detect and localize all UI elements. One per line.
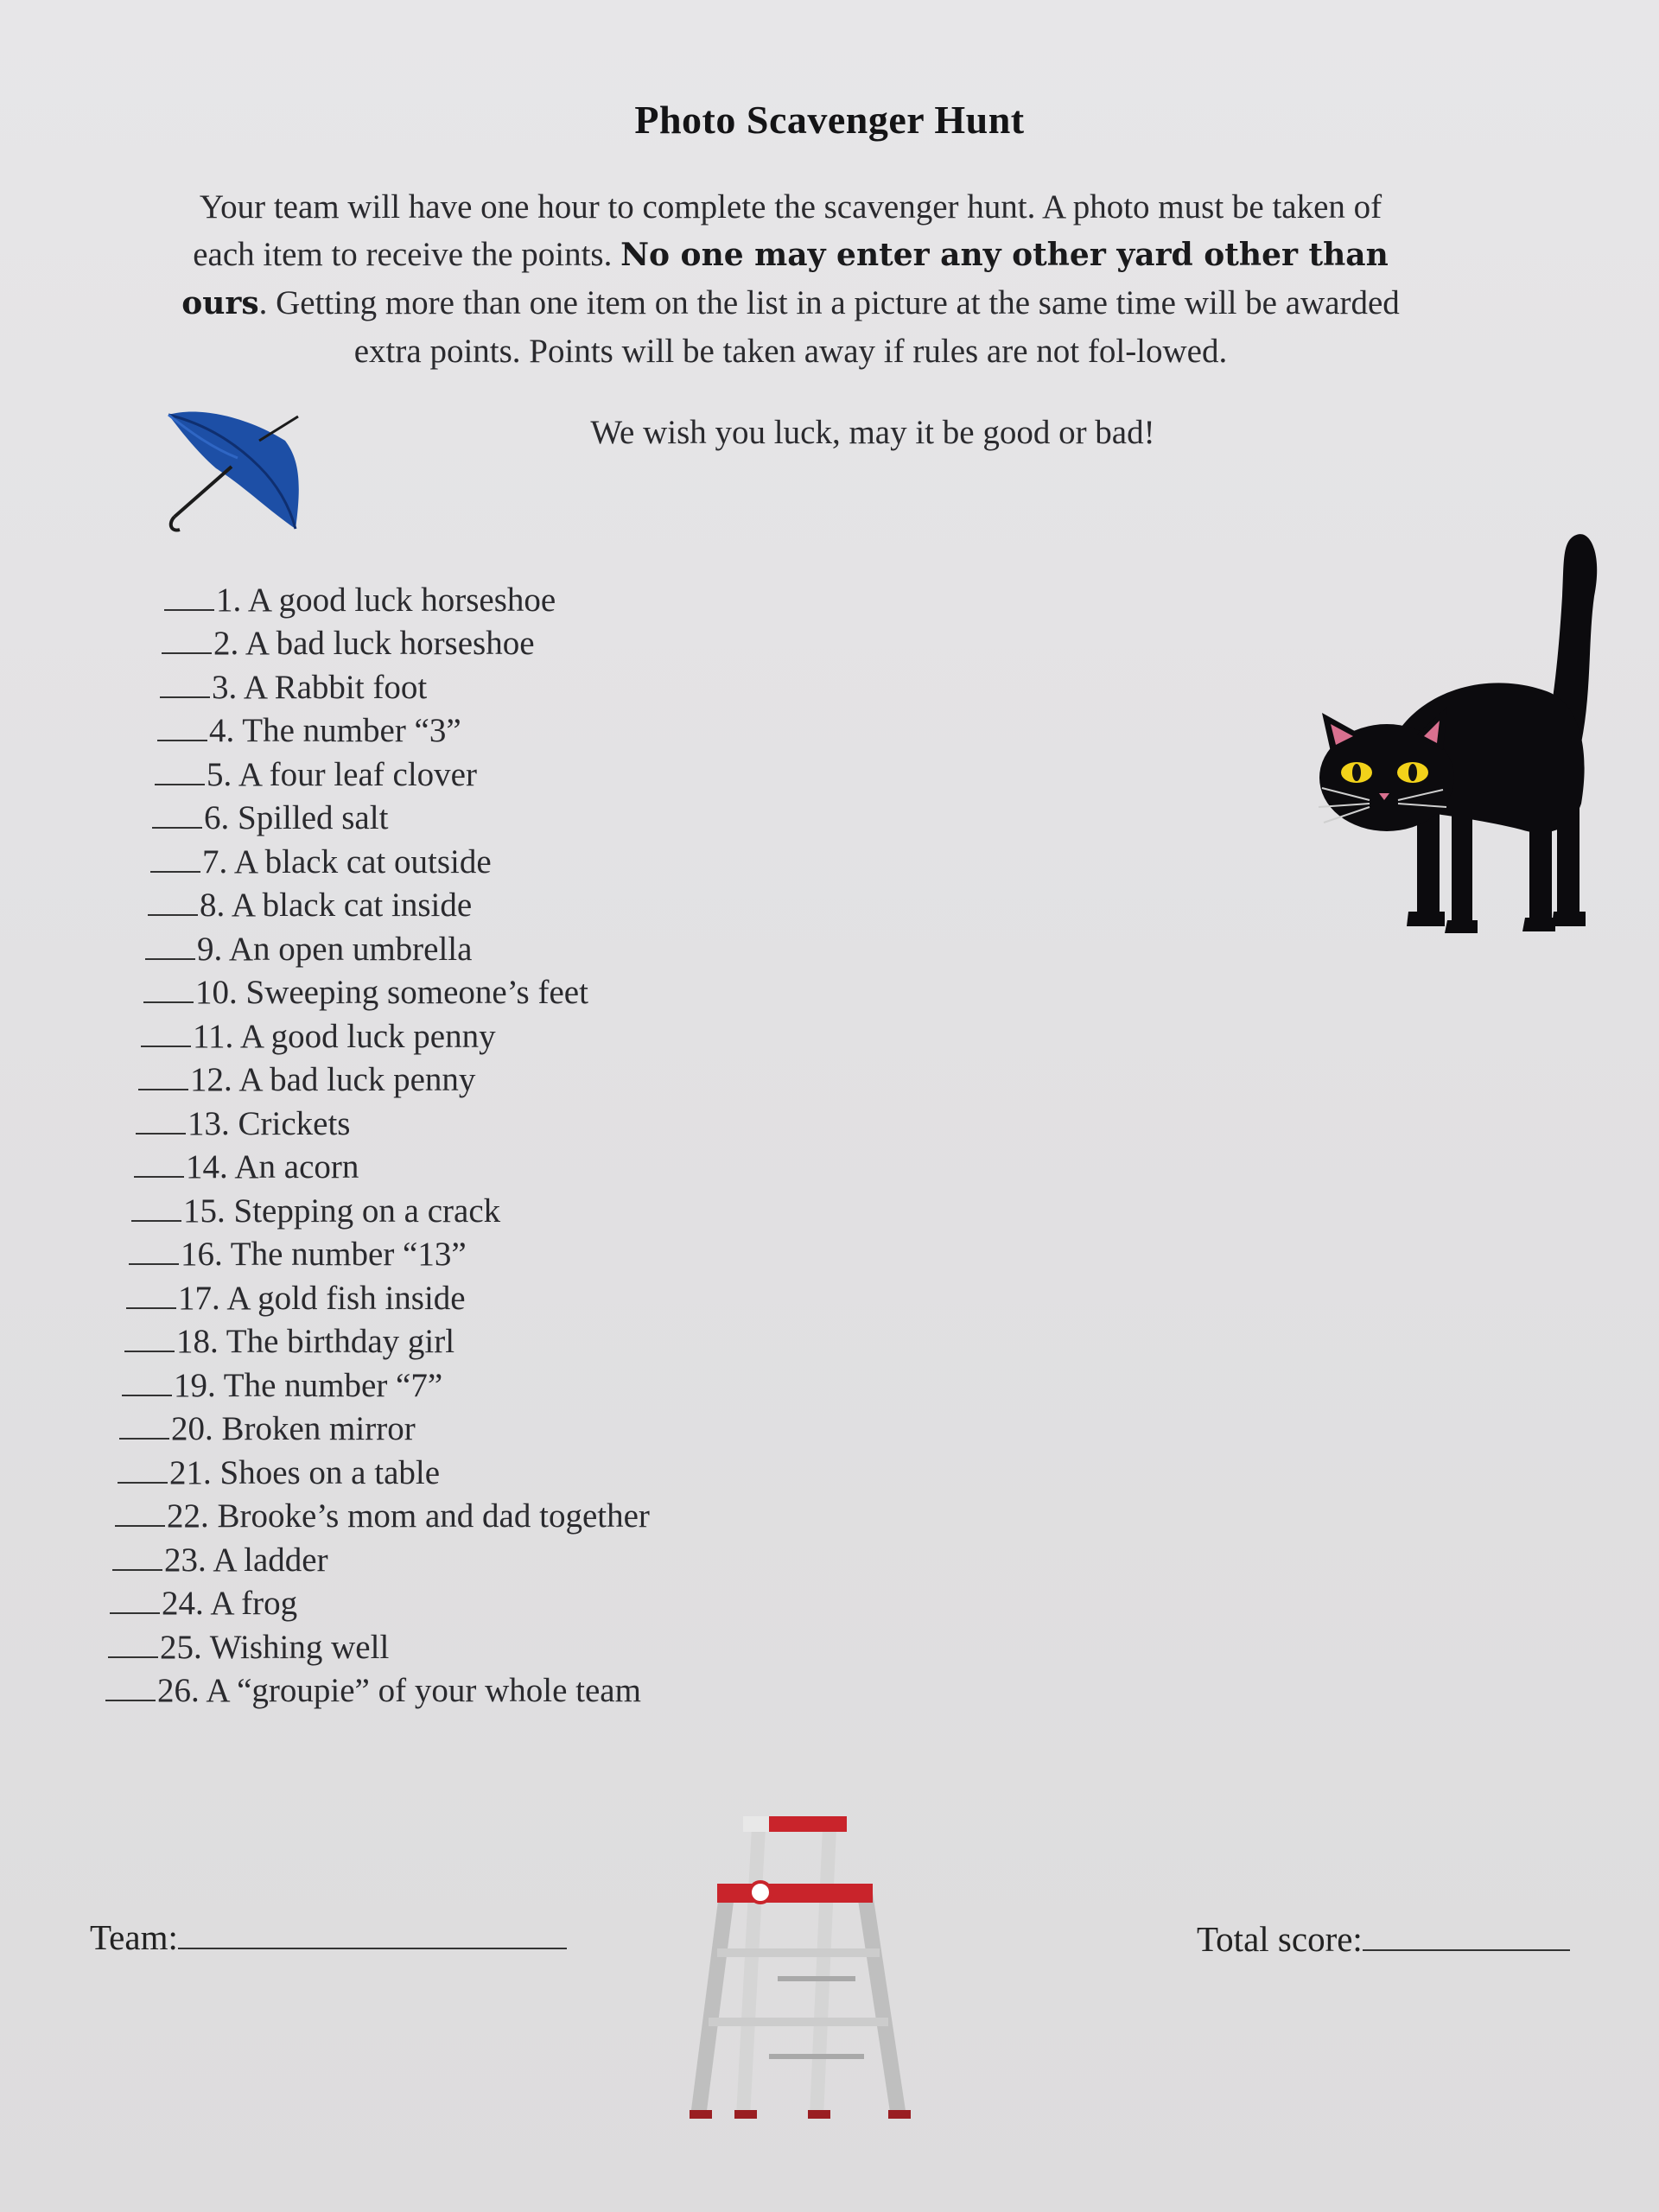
checklist-item: [105, 1671, 641, 1710]
check-blank: [129, 1262, 179, 1265]
wish-line: We wish you luck, may it be good or bad!: [590, 414, 1155, 451]
checklist-item-label: 8. A black cat inside: [200, 887, 473, 924]
checklist-item: [150, 842, 492, 881]
total-score-label: Total score:: [1197, 1919, 1363, 1959]
checklist-item: [112, 1541, 328, 1580]
ladder-icon: [683, 1806, 925, 2126]
check-blank: [148, 913, 198, 916]
checklist-item-label: 12. A bad luck penny: [190, 1061, 476, 1098]
checklist-item-label: 5. A four leaf clover: [207, 756, 477, 793]
total-score-field: [1197, 1918, 1570, 1960]
check-blank: [108, 1656, 158, 1658]
checklist-item: [119, 1409, 416, 1448]
check-blank: [131, 1219, 181, 1222]
check-blank: [136, 1132, 186, 1135]
total-score-blank: [1363, 1948, 1570, 1951]
checklist-item: [155, 755, 477, 794]
checklist-item-label: 13. Crickets: [188, 1105, 351, 1142]
check-blank: [126, 1306, 176, 1309]
checklist-item: [134, 1147, 359, 1186]
check-blank: [157, 739, 207, 741]
checklist-item-label: 23. A ladder: [164, 1541, 328, 1579]
check-blank: [164, 608, 214, 611]
checklist-item-label: 25. Wishing well: [160, 1629, 390, 1666]
checklist-item-label: 11. A good luck penny: [193, 1018, 496, 1055]
checklist-item-label: 21. Shoes on a table: [169, 1454, 441, 1491]
check-blank: [160, 696, 210, 698]
checklist-item-label: 16. The number “13”: [181, 1236, 467, 1273]
black-cat-icon: [1287, 518, 1599, 950]
intro-text-2: . Getting more than one item on the list in a picture at the same time will be awarded extra points. Points will be taken away if rules are not fol-lowed.: [258, 284, 1400, 370]
check-blank: [150, 870, 200, 873]
checklist-item: [118, 1453, 440, 1492]
checklist-item-label: 15. Stepping on a crack: [183, 1192, 501, 1230]
checklist-item: [108, 1628, 389, 1667]
check-blank: [152, 826, 202, 829]
checklist-item-label: 17. A gold fish inside: [178, 1280, 466, 1317]
checklist-item-label: 24. A frog: [162, 1585, 298, 1622]
checklist-item-label: 7. A black cat outside: [202, 843, 492, 880]
checklist-item: [141, 1017, 496, 1056]
team-blank: [178, 1947, 567, 1949]
checklist-item-label: 2. A bad luck horseshoe: [213, 625, 535, 662]
checklist-item-label: 4. The number “3”: [209, 712, 461, 749]
checklist-item: [162, 624, 535, 663]
check-blank: [155, 783, 205, 785]
checklist-item-label: 9. An open umbrella: [197, 931, 473, 968]
page-title: Photo Scavenger Hunt: [634, 98, 1025, 142]
checklist-item-label: 20. Broken mirror: [171, 1410, 416, 1447]
checklist-item-label: 26. A “groupie” of your whole team: [157, 1672, 641, 1709]
checklist-item-label: 14. An acorn: [186, 1148, 359, 1185]
checklist-item: [145, 930, 472, 969]
checklist-item: [126, 1279, 466, 1318]
intro-rule-bold: No one may enter any other yard other than ours: [181, 237, 1389, 321]
team-field: [90, 1916, 567, 1958]
checklist-item: [143, 973, 588, 1012]
check-blank: [134, 1175, 184, 1178]
check-blank: [115, 1524, 165, 1527]
checklist-item: [148, 886, 472, 925]
check-blank: [112, 1568, 162, 1571]
checklist-item: [110, 1584, 297, 1623]
checklist-item: [160, 668, 427, 707]
checklist-item: [122, 1366, 442, 1405]
checklist-item: [124, 1322, 454, 1361]
checklist-item: [131, 1192, 500, 1230]
check-blank: [118, 1481, 168, 1484]
check-blank: [124, 1350, 175, 1352]
check-blank: [141, 1045, 191, 1047]
check-blank: [162, 652, 212, 654]
check-blank: [122, 1394, 172, 1396]
checklist-item-label: 1. A good luck horseshoe: [216, 582, 556, 619]
check-blank: [145, 957, 195, 960]
checklist-item-label: 10. Sweeping someone’s feet: [195, 974, 588, 1011]
checklist-item: [157, 711, 461, 750]
checklist-item: [115, 1497, 650, 1535]
check-blank: [105, 1699, 156, 1701]
intro-text-1: Your team will have one hour to complete the scavenger hunt. A photo must be taken of each item to receive the points.: [193, 188, 1382, 273]
checklist-item: [164, 581, 556, 620]
checklist-item-label: 3. A Rabbit foot: [212, 669, 428, 706]
checklist-item-label: 22. Brooke’s mom and dad together: [167, 1497, 650, 1535]
checklist-item: [136, 1104, 350, 1143]
checklist-item: [152, 798, 388, 837]
check-blank: [110, 1611, 160, 1614]
checklist-item: [129, 1235, 467, 1274]
scavenger-checklist: [0, 0, 864, 1728]
checklist-item-label: 6. Spilled salt: [204, 799, 389, 836]
check-blank: [119, 1437, 169, 1440]
checklist-item-label: 19. The number “7”: [174, 1367, 443, 1404]
checklist-item: [138, 1060, 475, 1099]
team-label: Team:: [90, 1917, 178, 1957]
check-blank: [138, 1088, 188, 1090]
checklist-item-label: 18. The birthday girl: [176, 1323, 455, 1360]
check-blank: [143, 1001, 194, 1003]
